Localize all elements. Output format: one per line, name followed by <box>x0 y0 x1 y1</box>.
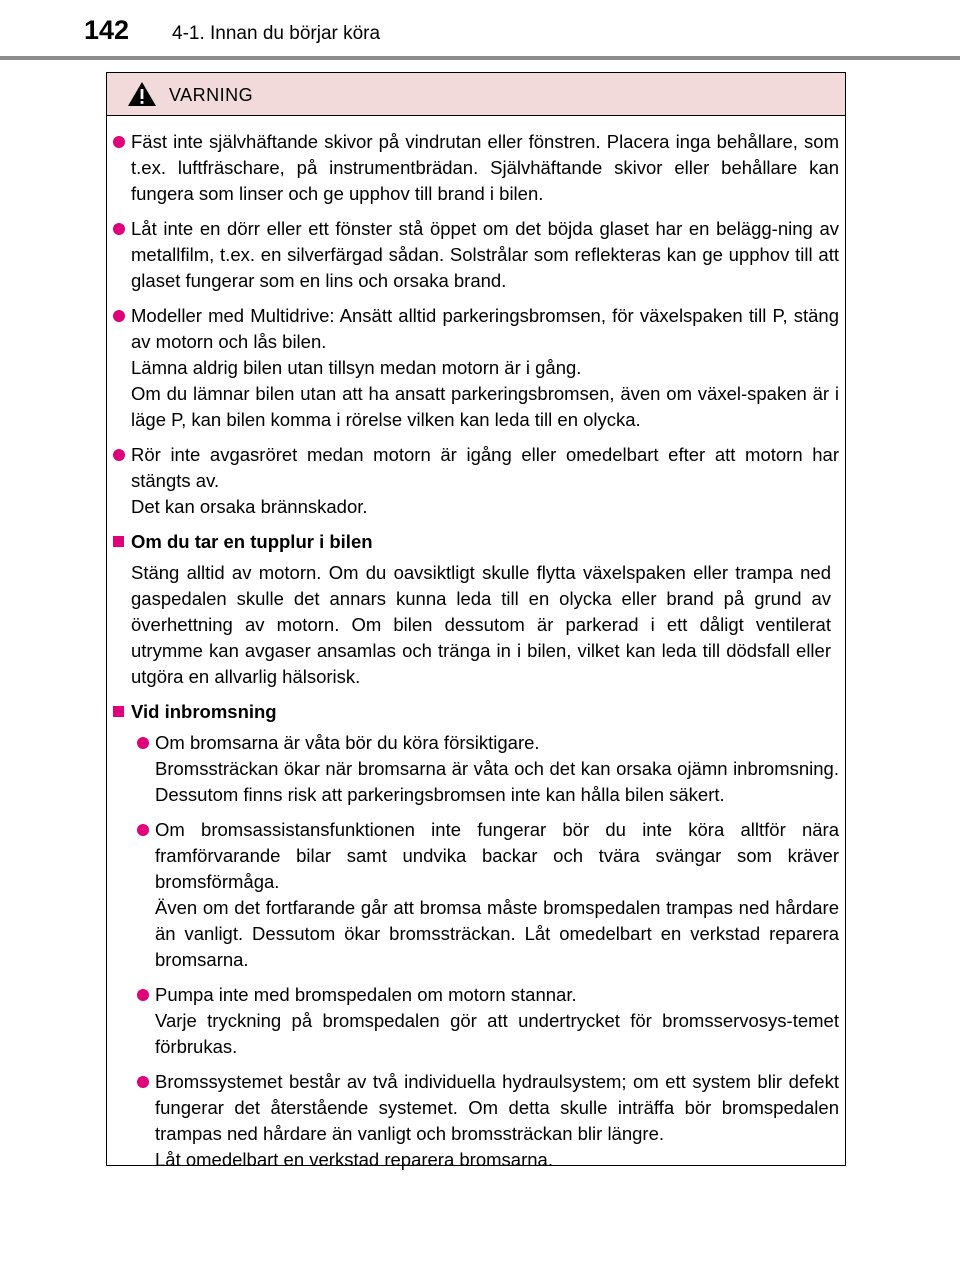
nap-paragraph: Stäng alltid av motorn. Om du oavsiktligt skulle flytta växelspaken eller trampa ned gaspedalen skulle det annars kunna leda till en olycka eller brand på grund av överhettning av motorn. Om bilen dessutom är parkerad i ett dåligt ventilerat utrymme kan avgaser ansamlas och tränga in i bilen, vilket kan leda till dödsfall eller utgöra en allvarlig hälsorisk. <box>131 562 831 687</box>
item-text: Låt inte en dörr eller ett fönster stå öppet om det böjda glaset har en belägg-ning av metallfilm, t.ex. en silverfärgad sådan. Solstrålar som reflekteras kan ge upphov till att glaset fungerar som en lins och orsaka brand. <box>131 218 839 291</box>
bullet-icon <box>137 1076 149 1088</box>
item-text: Även om det fortfarande går att bromsa måste bromspedalen trampas ned hårdare än vanligt. Dessutom ökar bromssträckan. Låt omedelbart en verkstad reparera bromsarna. <box>155 897 839 970</box>
bullet-icon <box>137 989 149 1001</box>
section-title: 4-1. Innan du börjar köra <box>172 23 381 44</box>
page-number: 142 <box>84 15 130 45</box>
heading-text: Vid inbromsning <box>131 701 277 722</box>
square-bullet-icon <box>113 536 124 547</box>
list-item <box>131 982 845 1060</box>
header-rule <box>0 56 960 60</box>
item-text: Om bromsassistansfunktionen inte fungerar bör du inte köra alltför nära framförvarande bilar samt undvika backar och tvära svängar som kräver bromsförmåga. <box>155 819 839 892</box>
bullet-icon <box>137 737 149 749</box>
list-item <box>107 303 845 433</box>
item-text: Fäst inte självhäftande skivor på vindrutan eller fönstren. Placera inga behållare, som t.ex. luftfräschare, på instrumentbrädan. Självhäftande skivor eller behållare kan fungera som linser och ge upphov till brand i bilen. <box>131 131 839 204</box>
item-text: Bromssträckan ökar när bromsarna är våta och det kan orsaka ojämn inbromsning. Dessutom finns risk att parkeringsbromsen inte kan hålla bilen säkert. <box>155 758 839 805</box>
section-heading-braking <box>107 699 845 725</box>
bullet-icon <box>113 223 125 235</box>
item-text: Rör inte avgasröret medan motorn är igång eller omedelbart efter att motorn har stängts av. <box>131 444 839 491</box>
item-text: Modeller med Multidrive: Ansätt alltid parkeringsbromsen, för växelspaken till P, stäng av motorn och lås bilen. <box>131 305 839 352</box>
list-item <box>107 129 845 207</box>
square-bullet-icon <box>113 706 124 717</box>
section-heading-nap <box>107 529 845 555</box>
list-item <box>107 216 845 294</box>
list-item <box>131 730 845 808</box>
warning-content <box>107 129 845 1182</box>
item-text: Om du lämnar bilen utan att ha ansatt parkeringsbromsen, även om växel-spaken är i läge P, kan bilen komma i rörelse vilken kan leda till en olycka. <box>131 383 839 430</box>
item-text: Varje tryckning på bromspedalen gör att undertrycket för bromsservosys-temet förbrukas. <box>155 1010 839 1057</box>
heading-text: Om du tar en tupplur i bilen <box>131 531 373 552</box>
warning-title: VARNING <box>169 85 254 105</box>
warning-triangle-icon <box>127 81 157 107</box>
warning-box <box>106 72 846 1170</box>
item-text: Pumpa inte med bromspedalen om motorn stannar. <box>155 984 577 1005</box>
list-item <box>131 817 845 973</box>
bullet-icon <box>137 824 149 836</box>
list-item <box>107 442 845 520</box>
item-text: Låt omedelbart en verkstad reparera bromsarna. <box>155 1149 553 1170</box>
bullet-icon <box>113 310 125 322</box>
list-item <box>131 1069 845 1173</box>
item-text: Det kan orsaka brännskador. <box>131 496 368 517</box>
bullet-icon <box>113 136 125 148</box>
bullet-icon <box>113 449 125 461</box>
item-text: Bromssystemet består av två individuella hydraulsystem; om ett system blir defekt fungerar det återstående systemet. Om detta skulle inträffa bör bromspedalen trampas ned hårdare än vanligt och bromssträckan blir längre. <box>155 1071 839 1144</box>
item-text: Lämna aldrig bilen utan tillsyn medan motorn är i gång. <box>131 357 582 378</box>
item-text: Om bromsarna är våta bör du köra försiktigare. <box>155 732 540 753</box>
warning-header <box>107 73 845 116</box>
